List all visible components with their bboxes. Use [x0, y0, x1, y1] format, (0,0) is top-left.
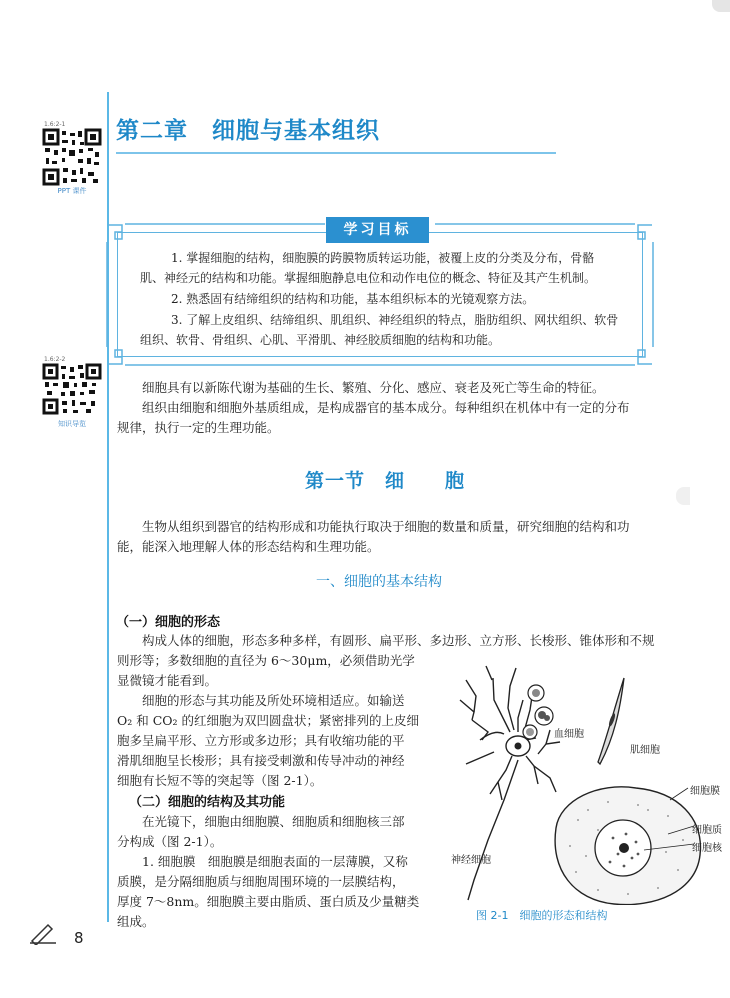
qr-icon [42, 363, 102, 415]
objective-line: 肌、神经元的结构和功能。掌握细胞静息电位和动作电位的概念、特征及其产生机制。 [140, 271, 597, 285]
part1-heading: （一）细胞的形态 [116, 615, 221, 630]
part1-line: 则形等；多数细胞的直径为 6～30μm，必须借助光学 [117, 653, 415, 668]
intro-line: 规律，执行一定的生理功能。 [117, 420, 280, 435]
part1-line: 构成人体的细胞，形态多种多样，有圆形、扁平形、多边形、立方形、长梭形、锥体形和不规 [142, 633, 655, 648]
label-cytoplasm: 细胞质 [692, 825, 722, 836]
objective-line: 1. 掌握细胞的结构，细胞膜的跨膜物质转运功能，被覆上皮的分类及分布，骨骼 [171, 251, 595, 265]
label-nerve-cell: 神经细胞 [451, 855, 491, 866]
qr-code-id-1: 1.6:2-1 [44, 121, 66, 128]
intro-line: 细胞具有以新陈代谢为基础的生长、繁殖、分化、感应、衰老及死亡等生命的特征。 [142, 380, 605, 395]
part1-line: 细胞的形态与其功能及所处环境相适应。如输送 [142, 693, 405, 708]
section-intro-line: 生物从组织到器官的结构形成和功能执行取决于细胞的数量和质量，研究细胞的结构和功 [142, 519, 630, 534]
qr-caption-2: 知识导览 [58, 420, 86, 428]
label-membrane: 细胞膜 [690, 786, 720, 797]
part1-line: 滑肌细胞呈长梭形；具有接受刺激和传导冲动的神经 [117, 753, 405, 768]
intro-line: 组织由细胞和细胞外基质组成，是构成器官的基本成分。每种组织在机体中有一定的分布 [142, 400, 630, 415]
objective-line: 组织、软骨、骨组织、心肌、平滑肌、神经胶质细胞的结构和功能。 [140, 333, 501, 347]
part2-heading: （二）细胞的结构及其功能 [129, 795, 286, 810]
objectives-label: 学习目标 [326, 217, 429, 243]
objective-line: 2. 熟悉固有结缔组织的结构和功能，基本组织标本的光镜观察方法。 [171, 292, 535, 306]
page-number: 8 [74, 929, 84, 947]
pen-icon [28, 919, 58, 945]
qr-icon [42, 128, 102, 186]
part1-line: 细胞有长短不等的突起等（图 2-1）。 [117, 773, 323, 788]
chapter-title: 第二章 细胞与基本组织 [116, 118, 380, 144]
part1-line: 显微镜才能看到。 [117, 673, 218, 688]
part2-line: 组成。 [117, 914, 155, 929]
subsection-title: 一、细胞的基本结构 [316, 574, 442, 590]
margin-rule [107, 92, 109, 922]
qr-code-1[interactable] [42, 128, 102, 190]
label-blood-cell: 血细胞 [554, 729, 584, 740]
neuron-nucleus [515, 743, 522, 750]
part2-line: 分构成（图 2-1）。 [117, 834, 223, 849]
figure-caption: 图 2-1 细胞的形态和结构 [476, 909, 608, 922]
objective-line: 3. 了解上皮组织、结缔组织、肌组织、神经组织的特点，脂肪组织、网状组织、软骨 [171, 313, 619, 327]
part1-line: 胞多呈扁平形、立方形或多边形；具有收缩功能的平 [117, 733, 405, 748]
label-muscle-cell: 肌细胞 [630, 745, 660, 756]
blood-cells-drawing [523, 685, 553, 739]
section-title: 第一节 细 胞 [305, 470, 466, 492]
label-nucleus: 细胞核 [692, 843, 722, 854]
part2-line: 1. 细胞膜 细胞膜是细胞表面的一层薄膜，又称 [142, 854, 408, 869]
corner-mark-icon [712, 0, 730, 12]
part2-line: 在光镜下，细胞由细胞膜、细胞质和细胞核三部 [142, 814, 405, 829]
part2-line: 厚度 7～8nm。细胞膜主要由脂质、蛋白质及少量糖类 [117, 894, 420, 909]
chapter-rule [116, 152, 556, 154]
part2-line: 质膜，是分隔细胞质与细胞周围环境的一层膜结构， [117, 874, 405, 889]
section-intro-line: 能，能深入地理解人体的形态结构和生理功能。 [117, 539, 380, 554]
edge-tab-icon [676, 487, 690, 505]
qr-code-2[interactable] [42, 363, 102, 419]
cell-figure [438, 660, 718, 905]
qr-code-id-2: 1.6:2-2 [44, 356, 66, 363]
qr-caption-1: PPT 课件 [57, 187, 87, 195]
part1-line: O₂ 和 CO₂ 的红细胞为双凹圆盘状；紧密排列的上皮细 [117, 713, 420, 728]
